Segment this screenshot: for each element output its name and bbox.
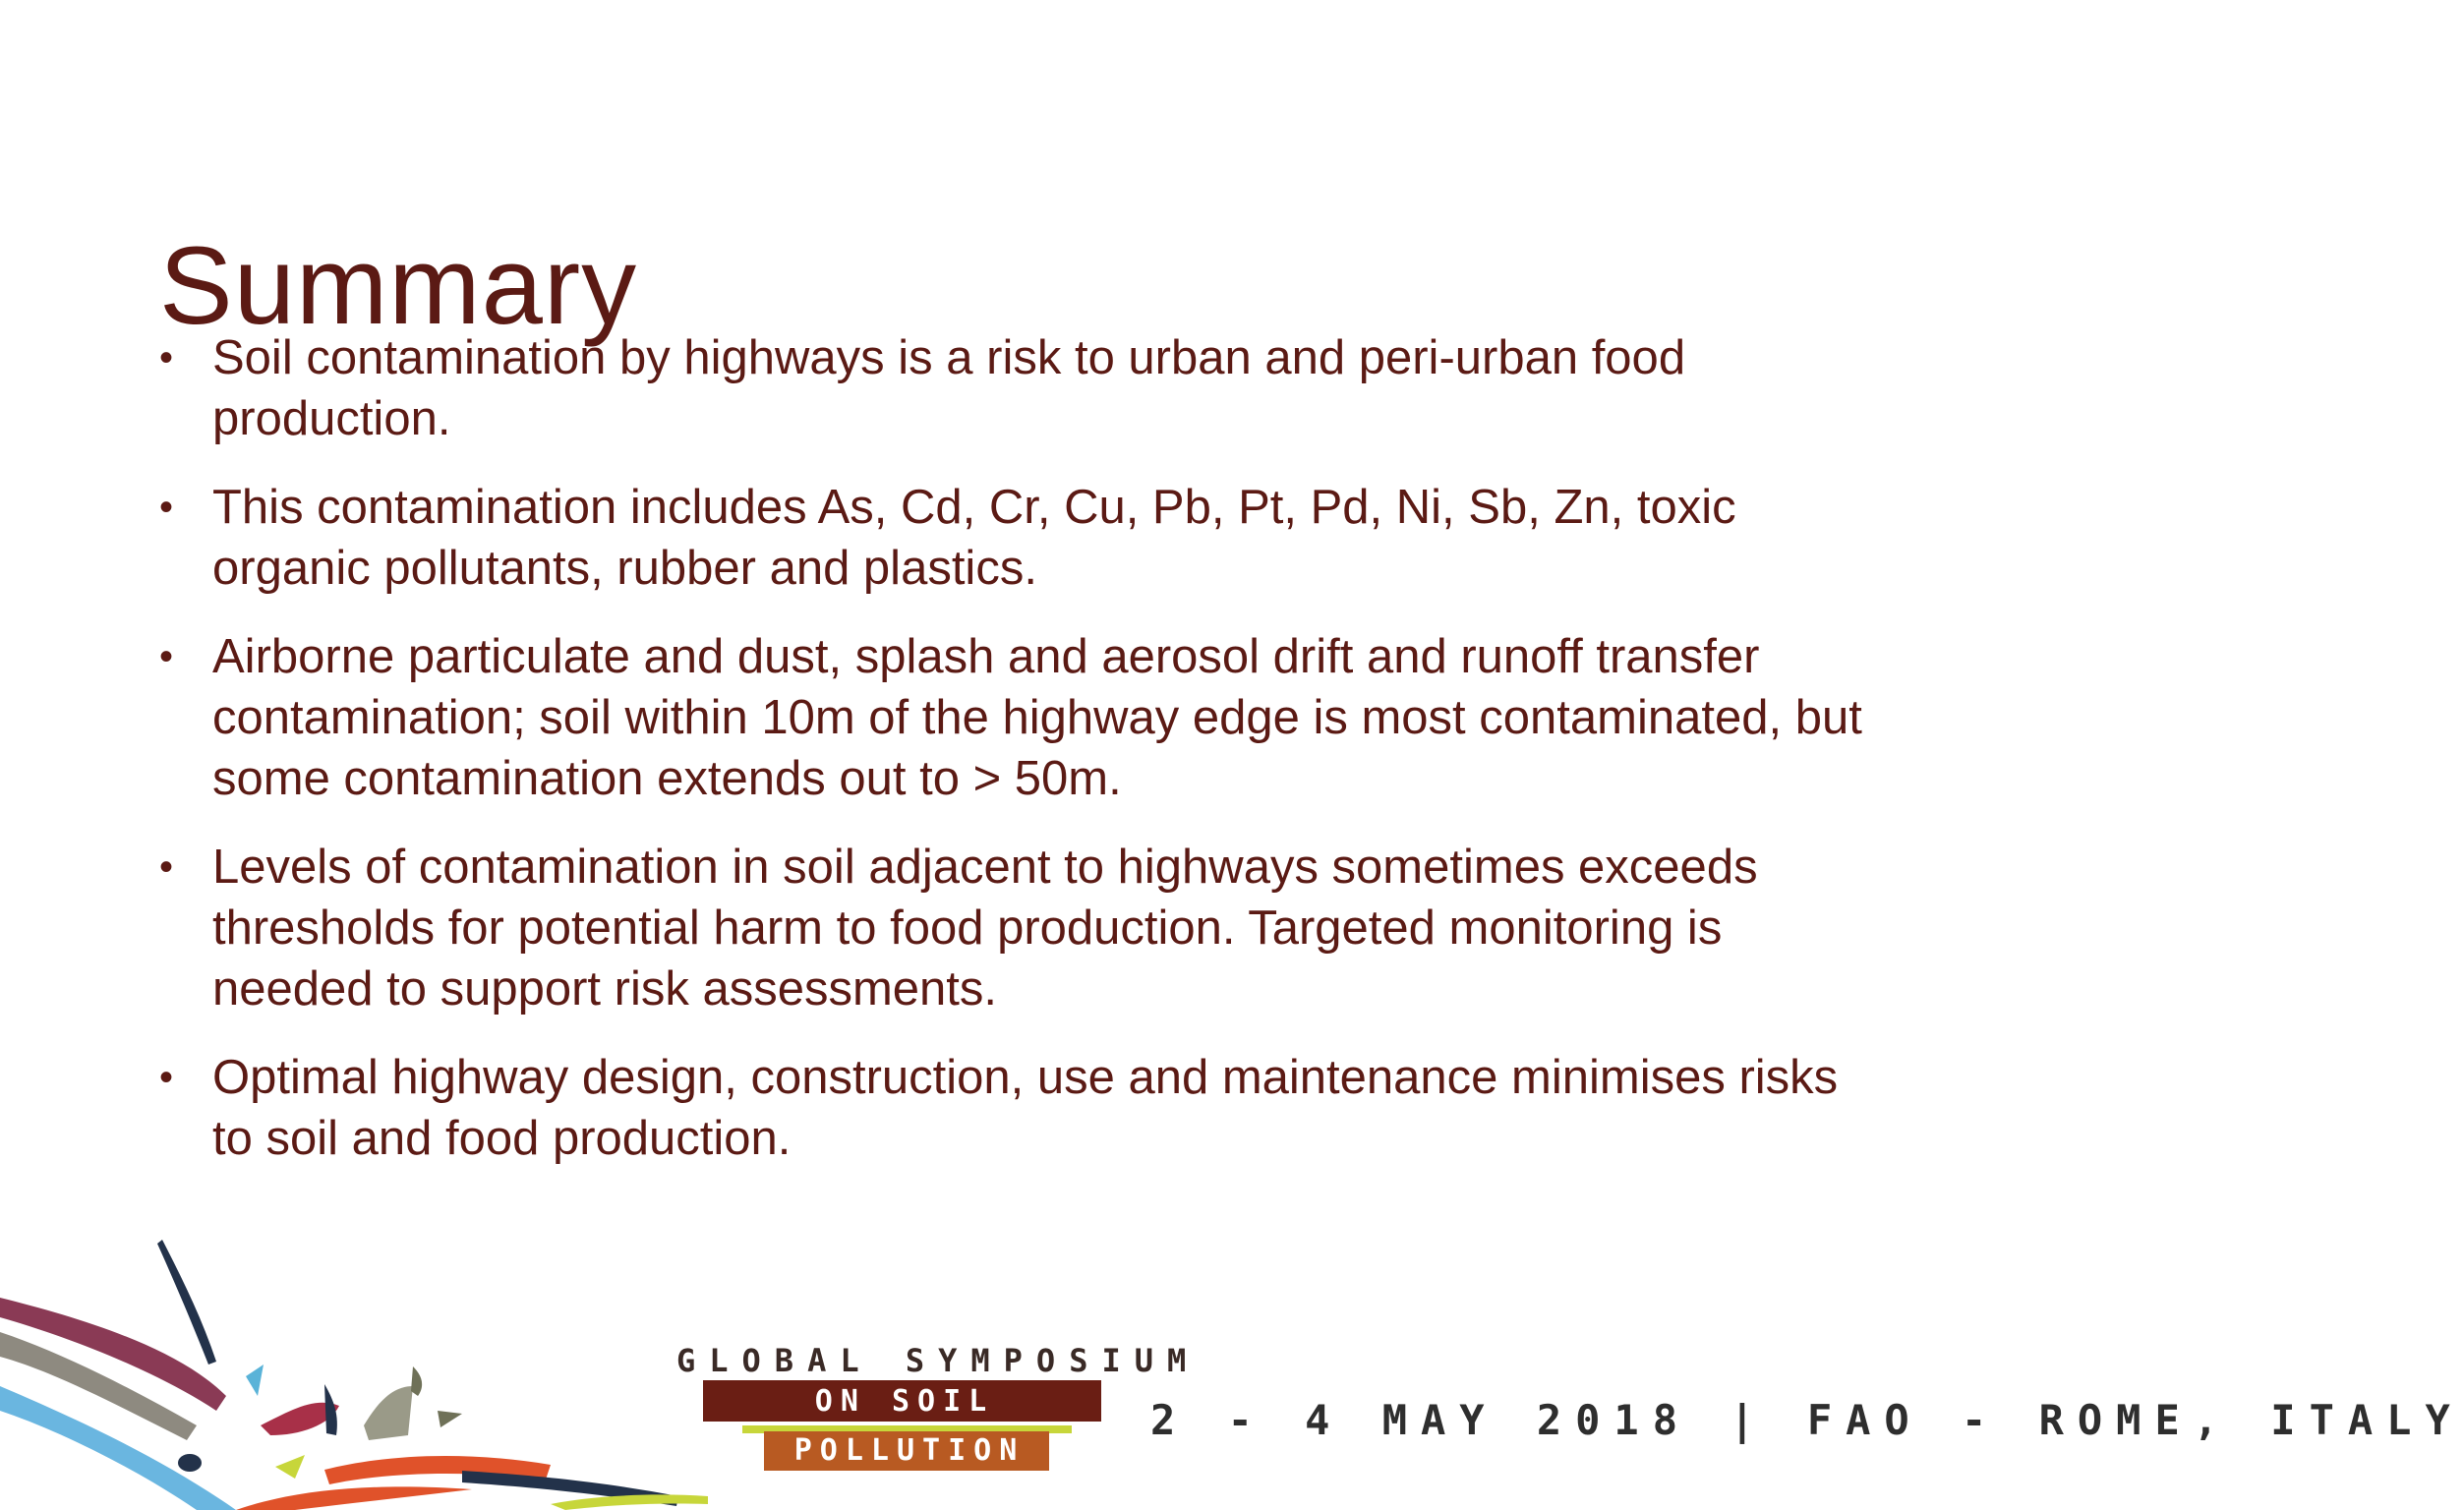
bullet-glyph: • xyxy=(159,1056,174,1099)
logo-line-pollution: POLLUTION xyxy=(793,1433,1026,1468)
bullet-item xyxy=(159,626,1890,809)
summary-bullet-list xyxy=(159,327,1890,1196)
bullet-item xyxy=(159,1047,1890,1169)
bullet-glyph: • xyxy=(159,845,174,889)
brushstroke-decoration xyxy=(0,1239,787,1510)
logo-line-global-symposium: GLOBAL SYMPOSIUM xyxy=(676,1342,1201,1379)
logo-line-on-soil: ON SOIL xyxy=(814,1384,995,1419)
event-date-location: 2 - 4 MAY 2018 | FAO - ROME, ITALY xyxy=(1150,1396,2464,1444)
bullet-glyph: • xyxy=(159,635,174,678)
bullet-text: Optimal highway design, construction, use and maintenance minimises risks to soil and food production. xyxy=(212,1051,1839,1165)
bullet-text: Airborne particulate and dust, splash and aerosol drift and runoff transfer contamination; soil within 10m of the highway edge is most contaminated, but some contamination extends out to > 50m. xyxy=(212,630,1862,805)
bullet-item xyxy=(159,477,1890,599)
bullet-item xyxy=(159,837,1890,1019)
bullet-glyph: • xyxy=(159,486,174,529)
bullet-text: This contamination includes As, Cd, Cr, Cu, Pb, Pt, Pd, Ni, Sb, Zn, toxic organic pollutants, rubber and plastics. xyxy=(212,481,1736,595)
bullet-glyph: • xyxy=(159,336,174,379)
bullet-item xyxy=(159,327,1890,449)
slide-title: Summary xyxy=(159,224,638,348)
bullet-text: Levels of contamination in soil adjacent to highways sometimes exceeds thresholds for potential harm to food production. Targeted monitoring is needed to support risk assessments. xyxy=(212,841,1758,1016)
bullet-text: Soil contamination by highways is a risk to urban and peri-urban food production. xyxy=(212,331,1686,445)
